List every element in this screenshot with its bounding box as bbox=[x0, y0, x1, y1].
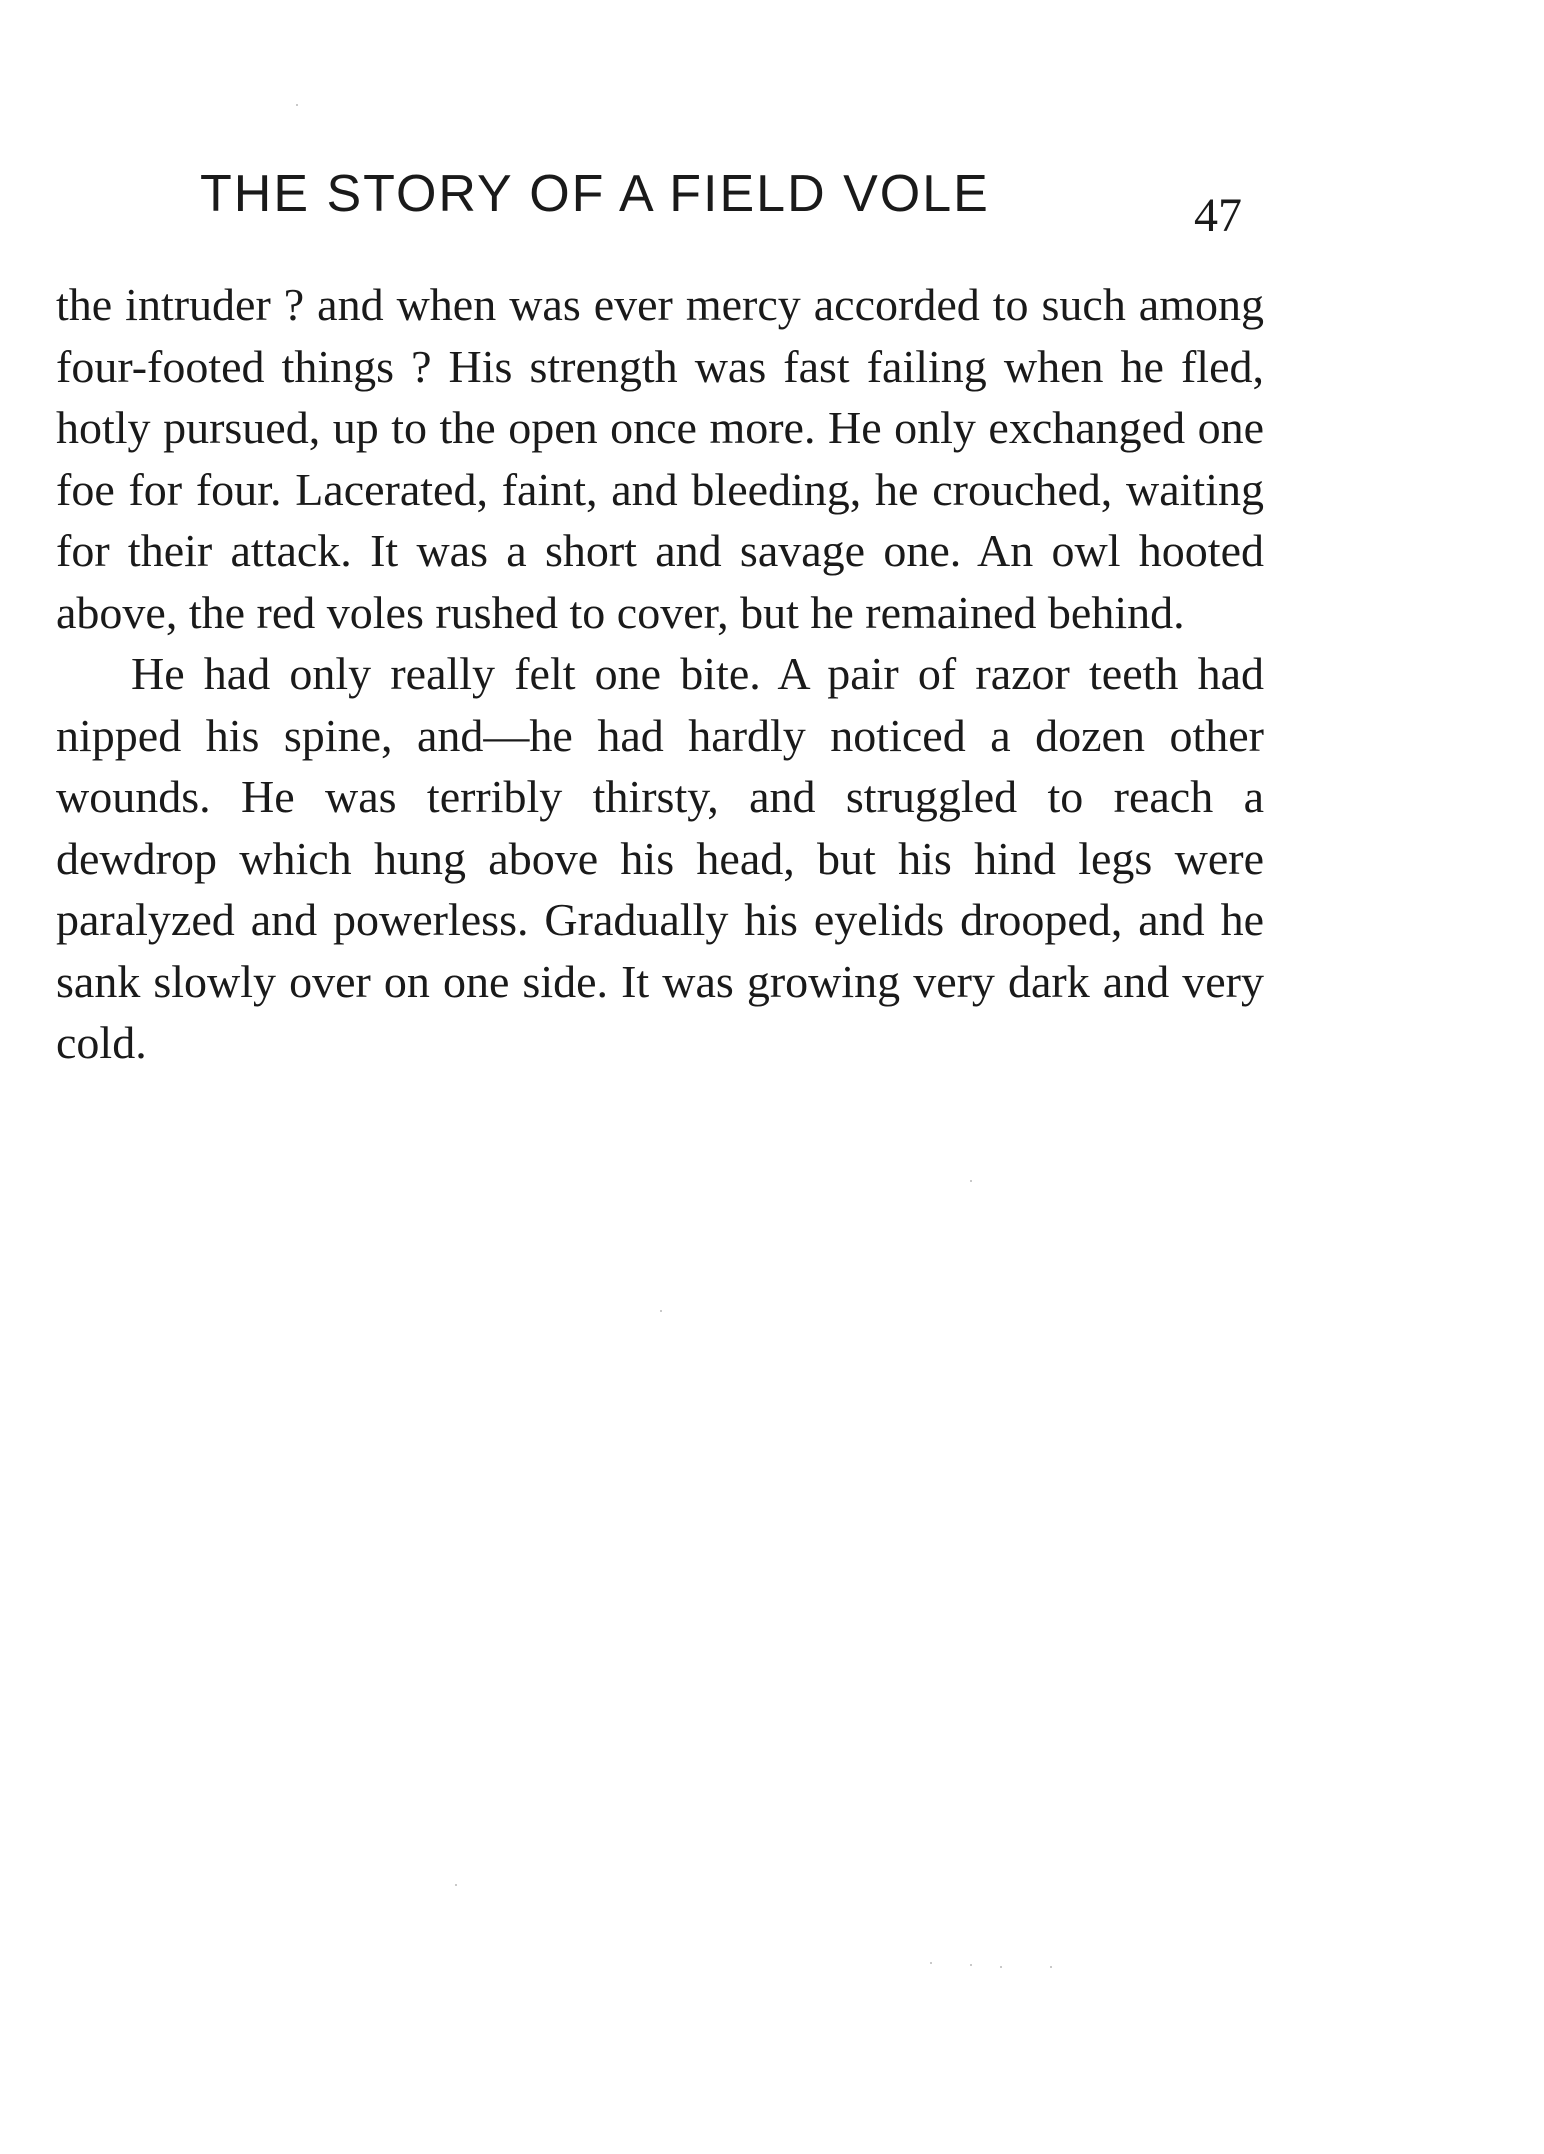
paper-speck bbox=[660, 1310, 662, 1312]
paragraph-2: He had only really felt one bite. A pair of razor teeth had nipped his spine, and—he had hardly noticed a dozen other wounds. He was terribly thirsty, and struggled to reach a dewdrop which hung above his head, but his hind legs were paralyzed and powerless. Gradually his eyelids drooped, and he sank slowly over on one side. It was growing very dark and very cold. bbox=[56, 648, 1264, 1068]
page-number: 47 bbox=[1194, 189, 1242, 242]
paper-speck bbox=[296, 104, 298, 106]
paper-speck bbox=[970, 1180, 972, 1182]
paper-speck bbox=[930, 1962, 932, 1964]
running-title: THE STORY OF A FIELD VOLE bbox=[200, 165, 990, 223]
paper-speck bbox=[455, 1884, 457, 1886]
paragraph-1: the intruder ? and when was ever mercy accorded to such among four-footed things ? His strength was fast failing when he fled, hotly pursued, up to the open once more. He only exchanged one foe for four. Lacerated, faint, and bleeding, he crouched, waiting for their attack. It was a short and savage one. An owl hooted above, the red voles rushed to cover, but he remained behind. bbox=[56, 279, 1264, 638]
paper-speck bbox=[970, 1964, 972, 1966]
paper-speck bbox=[1000, 1966, 1002, 1968]
paper-speck bbox=[1050, 1966, 1052, 1968]
body-text bbox=[56, 274, 1264, 1074]
